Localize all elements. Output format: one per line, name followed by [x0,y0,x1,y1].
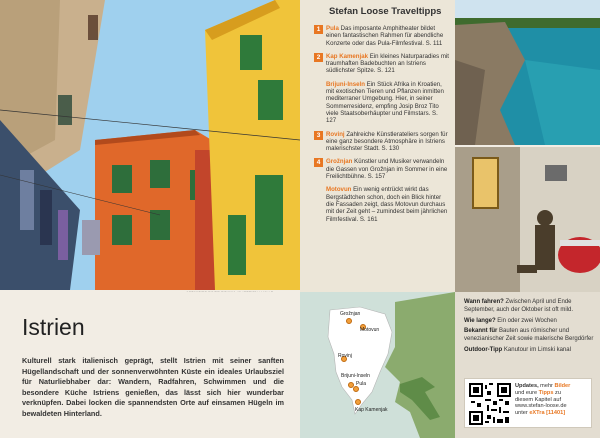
tip-item [316,130,449,153]
tip-number: 1 [314,25,323,34]
map-label-brijuni: Brijuni-Inseln [341,373,370,379]
info-outdoor-label: Outdoor-Tipp [464,346,503,353]
photo-illustrations-right [455,0,600,292]
tip-text: Das imposante Amphitheater bildet einen fantastischen Rahmen für abendliche Konzerte oder das Pula-Filmfestival. S. 111 [326,25,444,47]
qr-text [515,383,570,423]
info-known-text: Bauten aus römischer und venezianischer Zeit sowie malerische Bergdörfer [464,328,594,343]
tip-number: 3 [314,131,323,140]
tip-text: Zahlreiche Künstlerateliers sorgen für eine ganz besondere Atmosphäre in Istriens malerischster Stadt. S. 130 [326,130,448,153]
map-label-groznjan: Grožnjan [340,311,361,317]
tip-text: Ein Stück Afrika in Kroatien, mit exotischen Tieren und Pflanzen inmitten mediterraner Umgebung. Hier, in seiner Sommerresidenz, empfing Josip Broz Tito viele Staatsoberhäupter und Filmstars. S. 127 [326,80,444,125]
info-duration-label: Wie lange? [464,317,496,324]
tip-item [316,158,449,181]
tip-name: Rovinj [326,130,345,138]
info-when-label: Wann fahren? [464,299,504,305]
tip-name: Motovun [326,186,352,194]
map-marker-kap [355,399,361,405]
photo-illustration [0,0,300,290]
qr-text-kapitel: diesem Kapitel auf [515,396,562,403]
traveltipps-title: Stefan Loose Traveltipps [329,6,442,17]
map-label-rovinj: Rovinj [338,353,352,359]
qr-code-icon[interactable] [469,383,511,425]
tip-name: Pula [326,25,339,32]
qr-text-unter: unter [515,410,530,417]
qr-text-und: und eure [515,389,539,396]
map-label-pula: Pula [356,381,367,387]
info-when [464,299,594,315]
info-when-text: Zwischen April und Ende September, auch der Oktober ist oft mild. [464,299,574,313]
tip-item [326,81,449,125]
map-label-motovun: Motovun [360,327,380,333]
tip-name: Brijuni-Inseln [326,80,365,88]
photo-rovinj-houses [0,0,300,290]
traveltipps-panel [300,0,455,292]
info-known-label: Bekannt für [464,328,498,335]
intro-text: Kulturell stark italienisch geprägt, stellt Istrien mit seiner sanften Hügellandschaft und der sonnenverwöhnten Küste ein ideales Urlaubsziel für Naturliebhaber dar: Wandern, Radfahren, Schwimmen und die besondere Küche Istriens genießen, das lässt sich hier wunderbar verknüpfen. Dabei locken die spannendsten Orte auf einsamen Hügeln im bewaldeten Hinterland. [22,356,284,418]
map-label-kap: Kap Kamenjak [355,407,388,413]
qr-text-url[interactable]: www.stefan-loose.de [515,403,567,410]
info-box [455,292,600,438]
qr-text-mehr: mehr [538,383,555,389]
tip-text: Ein kleines Naturparadies mit traumhaften Badebuchten an Istriens südlichster Spitze. S. 121 [326,52,449,75]
qr-text-zu: zu [553,389,561,396]
info-known [464,328,594,344]
qr-text-extra: eXTra [529,410,545,417]
tip-text: Künstler und Musiker verwandeln die Gassen von Grožnjan im Sommer in eine Freilichtbühne. S. 157 [326,158,448,181]
tip-item [316,52,449,75]
tip-number: 2 [314,53,323,62]
istria-map [300,292,455,438]
qr-text-updates: Updates, [515,383,539,389]
tip-text: Ein wenig entrückt wirkt das Bergstädtchen schon, doch ein Blick hinter die Fassaden zeigt, dass Motovun durchaus mit der Zeit geht – zumindest beim jährlichen Filmfestival. S. 161 [326,186,448,223]
tip-name: Grožnjan [326,158,353,166]
photos-right [455,0,600,292]
info-outdoor [464,347,594,355]
qr-text-tipps: Tipps [538,389,554,396]
map-shape [300,292,455,438]
tip-number: 4 [314,158,323,167]
tip-item [316,25,449,47]
intro-section [0,292,300,438]
qr-text-bilder: Bilder [554,383,571,389]
page-title: Istrien [22,314,85,340]
info-duration-text: Ein oder zwei Wochen [497,317,557,324]
map-marker-groznjan [346,318,352,324]
qr-text-code: [11401] [544,410,566,417]
qr-box[interactable] [464,378,592,428]
info-duration [464,318,594,326]
tip-name: Kap Kamenjak [326,52,368,60]
tip-item [326,186,449,222]
info-outdoor-text: Kanutour im Limski kanal [503,346,571,353]
